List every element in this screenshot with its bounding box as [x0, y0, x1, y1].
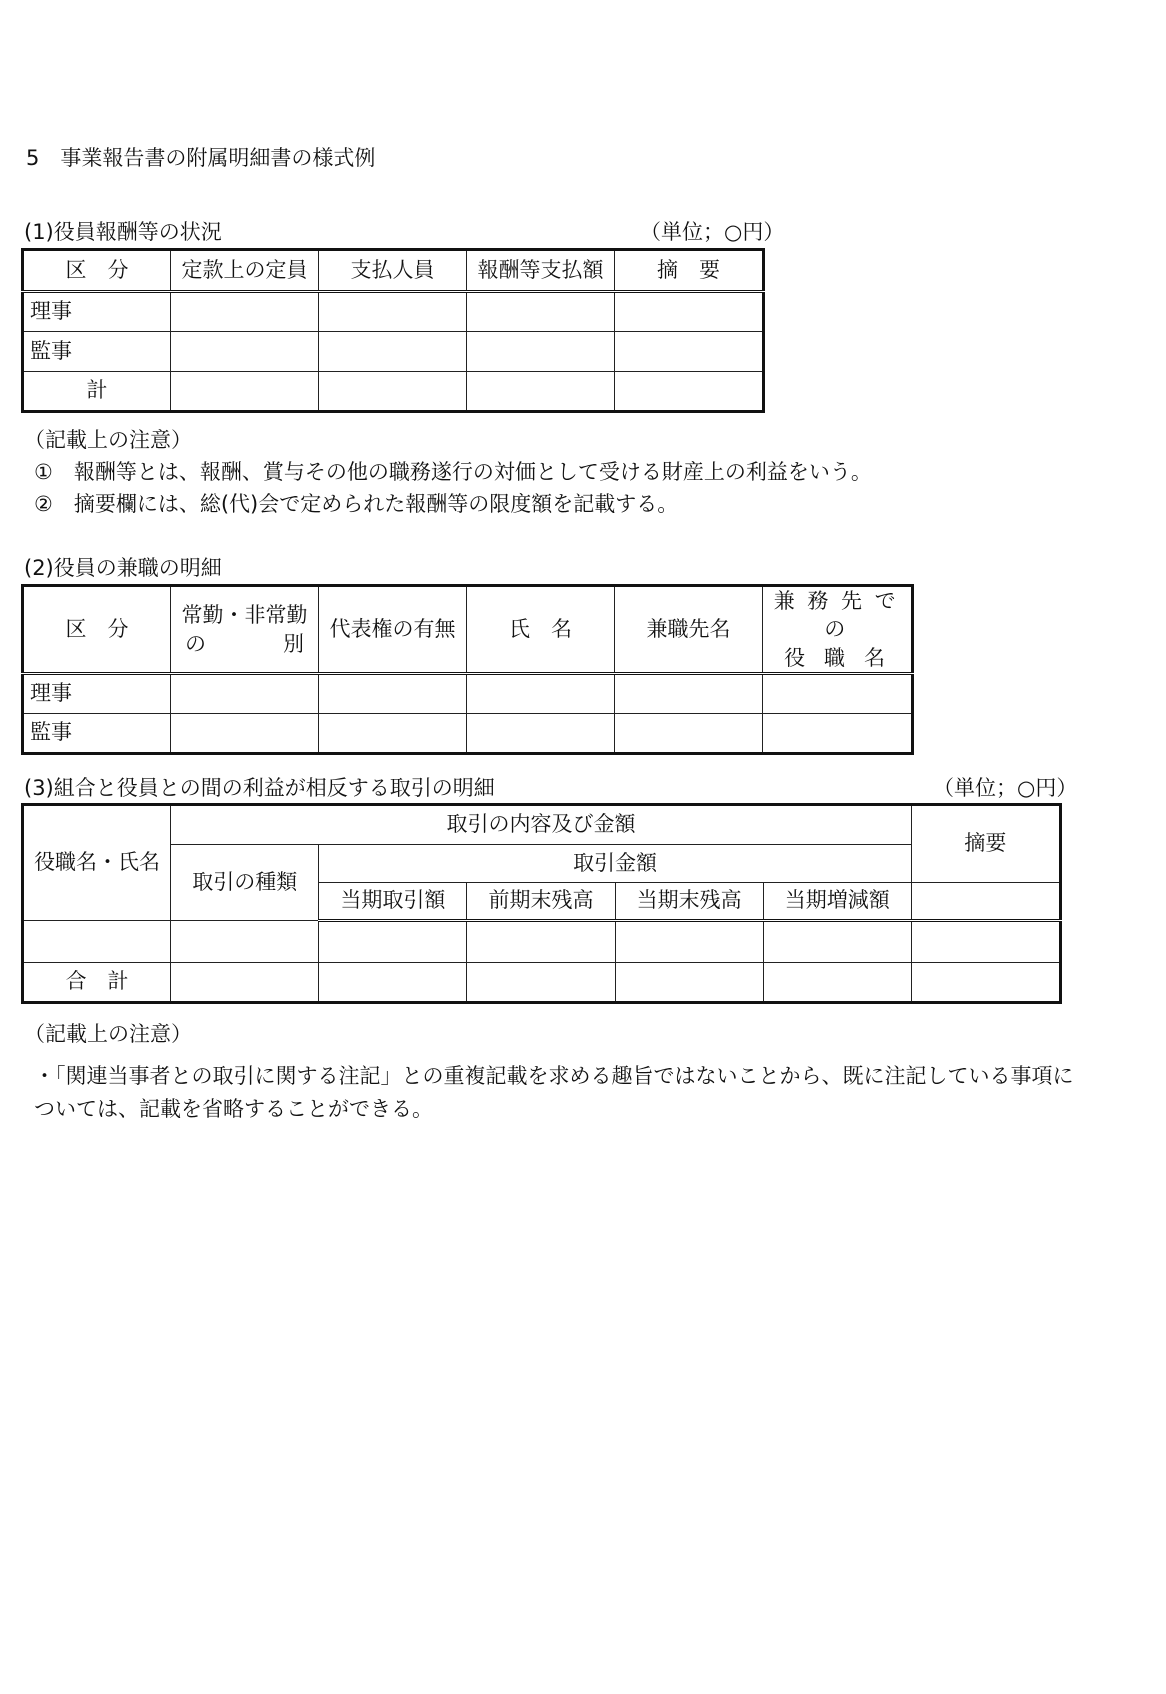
- notes2-line2: ついては、記載を省略することができる。: [34, 1097, 433, 1121]
- header-transaction-type: 取引の種類: [171, 845, 319, 921]
- table-cell: [615, 714, 763, 754]
- header-cur-end-balance: 当期末残高: [615, 883, 763, 921]
- notes1-item-2: ② 摘要欄には、総(代)会で定められた報酬等の限度額を記載する。: [34, 492, 679, 516]
- table-cell: [171, 921, 319, 963]
- table-cell: [171, 674, 319, 714]
- table-cell: [319, 332, 467, 372]
- table-cell: [615, 372, 764, 412]
- table-cell: [319, 921, 467, 963]
- table-cell: [911, 921, 1060, 963]
- header-concurrent-employer: 兼職先名: [615, 586, 763, 674]
- table-cell: [171, 963, 319, 1003]
- header-change-amount: 当期増減額: [763, 883, 911, 921]
- header-fulltime-line1: 常勤・非常勤: [181, 603, 308, 628]
- table-cell: [171, 714, 319, 754]
- header-remarks: 摘要: [911, 805, 1060, 883]
- table-cell: [319, 372, 467, 412]
- header-payment-amount: 報酬等支払額: [467, 250, 615, 292]
- header-concurrent-title-line2: 役職名: [784, 645, 904, 670]
- row-label-auditor: 監事: [23, 714, 171, 754]
- table-cell: [911, 963, 1060, 1003]
- table-cell: [319, 292, 467, 332]
- table-cell: [171, 292, 319, 332]
- header-fulltime-line2a: の: [185, 631, 206, 656]
- header-representation-right: 代表権の有無: [319, 586, 467, 674]
- table-cell: [615, 332, 764, 372]
- header-remarks: 摘 要: [615, 250, 764, 292]
- table-cell: [467, 963, 615, 1003]
- table-cell: [467, 372, 615, 412]
- header-fulltime-line2b: 別: [283, 631, 304, 656]
- header-category: 区 分: [23, 586, 171, 674]
- header-name: 氏 名: [467, 586, 615, 674]
- notes2-heading: （記載上の注意）: [24, 1022, 192, 1046]
- notes1-item-1: ① 報酬等とは、報酬、賞与その他の職務遂行の対価として受ける財産上の利益をいう。: [34, 460, 872, 484]
- header-statutory-quota: 定款上の定員: [171, 250, 319, 292]
- table-cell: [911, 883, 1060, 921]
- table-cell: [615, 963, 763, 1003]
- row-label-auditor: 監事: [23, 332, 171, 372]
- conflict-of-interest-table: [21, 803, 1062, 1004]
- header-category: 区 分: [23, 250, 171, 292]
- table-cell: [23, 921, 171, 963]
- header-fulltime-parttime: [171, 586, 319, 674]
- notes2-line1: ・「関連当事者との取引に関する注記」との重複記載を求める趣旨ではないことから、既に注記している事項に: [34, 1064, 1074, 1088]
- table-cell: [763, 921, 911, 963]
- table-cell: [615, 292, 764, 332]
- table-cell: [467, 674, 615, 714]
- section1-title: (1)役員報酬等の状況: [24, 220, 222, 244]
- table-cell: [319, 674, 467, 714]
- table-cell: [171, 372, 319, 412]
- table-cell: [467, 292, 615, 332]
- header-transaction-content: 取引の内容及び金額: [171, 805, 912, 845]
- row-label-total: 計: [23, 372, 171, 412]
- section1-unit: （単位；○円）: [640, 220, 785, 244]
- header-paid-count: 支払人員: [319, 250, 467, 292]
- officer-compensation-table: [21, 248, 765, 413]
- table-cell: [615, 921, 763, 963]
- header-current-amount: 当期取引額: [319, 883, 467, 921]
- table-cell: [467, 714, 615, 754]
- row-label-total: 合 計: [23, 963, 171, 1003]
- header-officer-name: 役職名・氏名: [23, 805, 171, 921]
- section2-title: (2)役員の兼職の明細: [24, 556, 222, 580]
- table-cell: [319, 714, 467, 754]
- table-cell: [467, 921, 615, 963]
- header-concurrent-title: [763, 586, 913, 674]
- table-cell: [763, 963, 911, 1003]
- table-cell: [467, 332, 615, 372]
- page-title: 5 事業報告書の附属明細書の様式例: [26, 146, 376, 170]
- table-cell: [615, 674, 763, 714]
- row-label-director: 理事: [23, 292, 171, 332]
- section3-unit: （単位；○円）: [933, 776, 1078, 800]
- header-transaction-amount: 取引金額: [319, 845, 912, 883]
- notes1-heading: （記載上の注意）: [24, 428, 192, 452]
- table-cell: [763, 714, 913, 754]
- section3-title: (3)組合と役員との間の利益が相反する取引の明細: [24, 776, 495, 800]
- officer-concurrent-positions-table: [21, 584, 914, 755]
- table-cell: [763, 674, 913, 714]
- header-concurrent-title-line1: 兼務先での: [773, 589, 909, 642]
- table-cell: [319, 963, 467, 1003]
- header-prev-end-balance: 前期末残高: [467, 883, 615, 921]
- row-label-director: 理事: [23, 674, 171, 714]
- table-cell: [171, 332, 319, 372]
